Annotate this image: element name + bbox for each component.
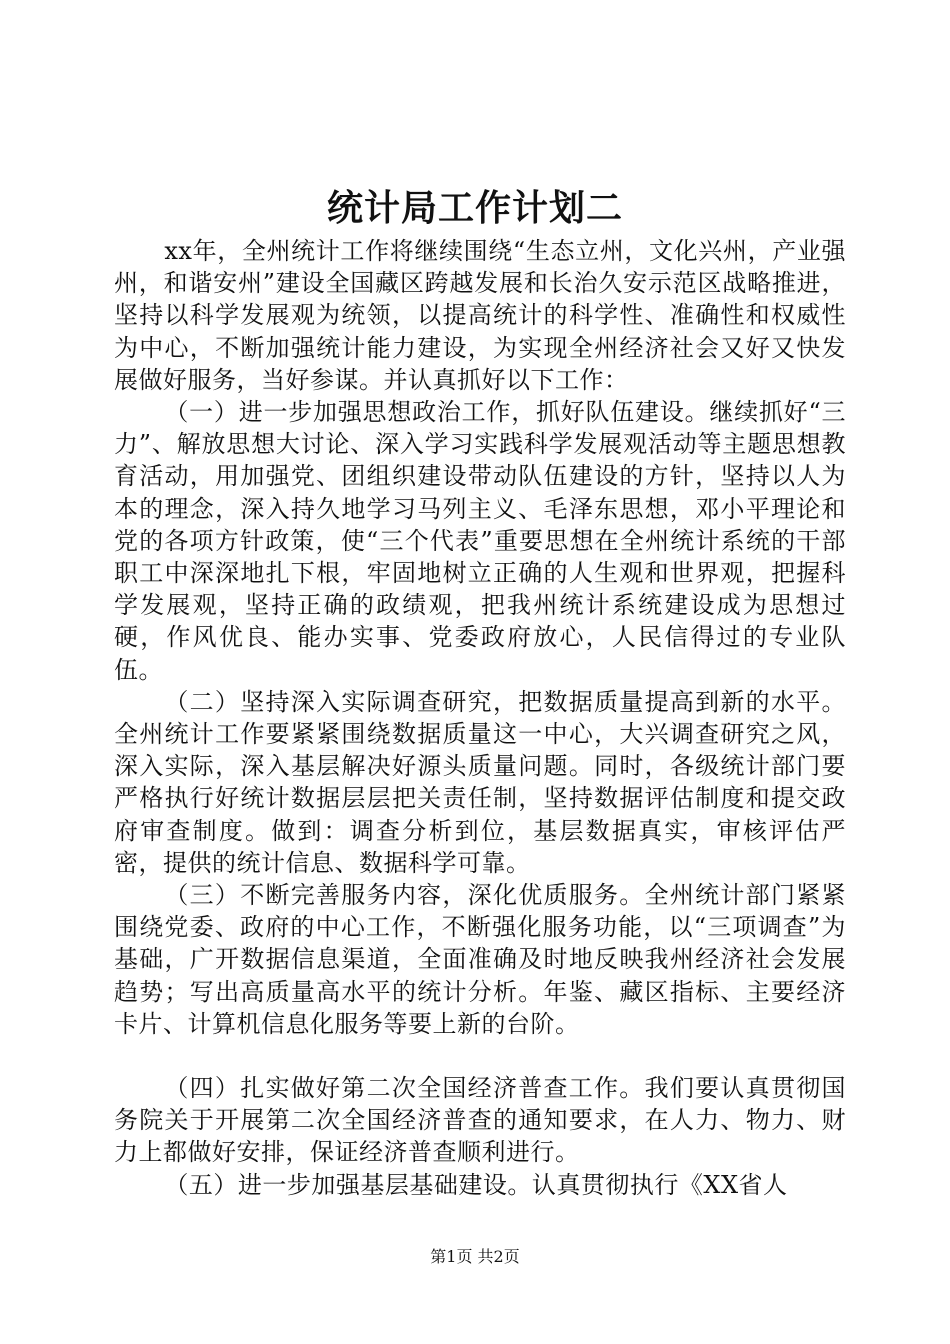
document-body bbox=[114, 235, 846, 1201]
page-indicator: 第1页 共2页 bbox=[430, 1247, 520, 1266]
section-2-paragraph: （二）坚持深入实际调查研究，把数据质量提高到新的水平。全州统计工作要紧紧围绕数据质量这一中心，大兴调查研究之风，深入实际，深入基层解决好源头质量问题。同时，各级统计部门要严格执行好统计数据层层把关责任制，坚持数据评估制度和提交政府审查制度。做到：调查分析到位，基层数据真实，审核评估严密，提供的统计信息、数据科学可靠。 bbox=[114, 687, 846, 877]
section-5-paragraph: （五）进一步加强基层基础建设。认真贯彻执行《XX省人 bbox=[164, 1170, 788, 1199]
section-4-paragraph: （四）扎实做好第二次全国经济普查工作。我们要认真贯彻国务院关于开展第二次全国经济普查的通知要求，在人力、物力、财力上都做好安排，保证经济普查顺利进行。 bbox=[114, 1074, 846, 1167]
intro-paragraph: xx年，全州统计工作将继续围绕“生态立州，文化兴州，产业强州，和谐安州”建设全国藏区跨越发展和长治久安示范区战略推进，坚持以科学发展观为统领，以提高统计的科学性、准确性和权威性为中心，不断加强统计能力建设，为实现全州经济社会又好又快发展做好服务，当好参谋。并认真抓好以下工作： bbox=[114, 237, 846, 394]
section-1-paragraph: （一）进一步加强思想政治工作，抓好队伍建设。继续抓好“三力”、解放思想大讨论、深入学习实践科学发展观活动等主题思想教育活动，用加强党、团组织建设带动队伍建设的方针，坚持以人为本的理念，深入持久地学习马列主义、毛泽东思想，邓小平理论和党的各项方针政策，使“三个代表”重要思想在全州统计系统的干部职工中深深地扎下根，牢固地树立正确的人生观和世界观，把握科学发展观，坚持正确的政绩观，把我州统计系统建设成为思想过硬，作风优良、能办实事、党委政府放心，人民信得过的专业队伍。 bbox=[114, 398, 846, 684]
section-3-paragraph: （三）不断完善服务内容，深化优质服务。全州统计部门紧紧围绕党委、政府的中心工作，不断强化服务功能，以“三项调查”为基础，广开数据信息渠道，全面准确及时地反映我州经济社会发展趋势；写出高质量高水平的统计分析。年鉴、藏区指标、主要经济卡片、计算机信息化服务等要上新的台阶。 bbox=[114, 881, 846, 1038]
document-title: 统计局工作计划二 bbox=[326, 187, 623, 229]
